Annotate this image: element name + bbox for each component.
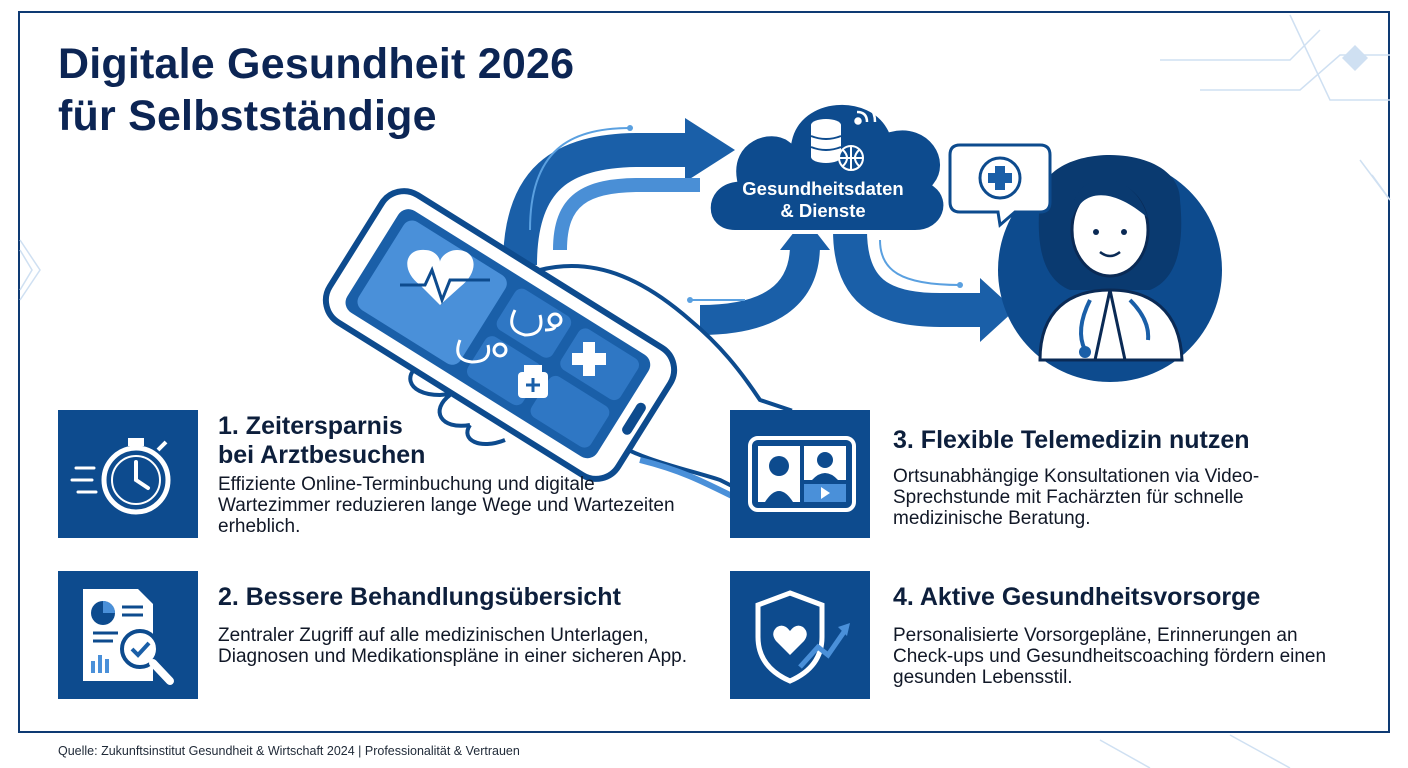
card-1-title-line-2: bei Arztbesuchen [218, 441, 426, 469]
card-4-title [893, 583, 1260, 612]
card-1-title-line-1: 1. Zeitersparnis [218, 412, 403, 440]
title-line-2: für Selbstständige [58, 92, 437, 140]
card-4-text: Personalisierte Vorsorgepläne, Erinnerungen an Check-ups und Gesundheitscoaching fördern einen gesunden Lebensstil. [893, 625, 1327, 688]
source-citation: Quelle: Zukunftsinstitut Gesundheit & Wirtschaft 2024 | Professionalität & Vertrauen [58, 744, 520, 758]
card-3-title-line-1: 3. Flexible Telemedizin nutzen [893, 426, 1250, 454]
arrow-to-cloud [520, 118, 735, 265]
card-2-title-line-1: 2. Bessere Behandlungsübersicht [218, 583, 621, 611]
database-icon [811, 119, 841, 163]
speech-bubble-medical-icon [950, 145, 1050, 225]
title-line-1: Digitale Gesundheit 2026 [58, 40, 575, 88]
cloud-label-line-1: Gesundheitsdaten [742, 178, 904, 199]
shield-heart-icon [730, 571, 870, 699]
globe-icon [839, 146, 863, 170]
card-1-title [218, 412, 425, 470]
card-4-title-line-1: 4. Aktive Gesundheitsvorsorge [893, 583, 1261, 611]
arrow-to-doctor [850, 230, 1015, 342]
stopwatch-icon [58, 410, 198, 538]
cloud-label [718, 178, 928, 222]
cloud-label-line-2: & Dienste [780, 200, 866, 221]
card-2-text: Zentraler Zugriff auf alle medizinischen Unterlagen, Diagnosen und Medikationspläne in einer sicheren App. [218, 625, 687, 667]
card-2-icon-tile [58, 571, 198, 699]
video-call-icon [730, 410, 870, 538]
card-1-text: Effiziente Online-Terminbuchung und digitale Wartezimmer reduzieren lange Wege und Wartezeiten erheblich. [218, 474, 675, 537]
card-3-icon-tile [730, 410, 870, 538]
card-1-icon-tile [58, 410, 198, 538]
card-4-icon-tile [730, 571, 870, 699]
card-3-text: Ortsunabhängige Konsultationen via Video-Sprechstunde mit Fachärzten für schnelle medizinische Beratung. [893, 466, 1260, 529]
card-2-title [218, 583, 621, 612]
card-3-title [893, 426, 1250, 455]
document-magnifier-icon [58, 571, 198, 699]
